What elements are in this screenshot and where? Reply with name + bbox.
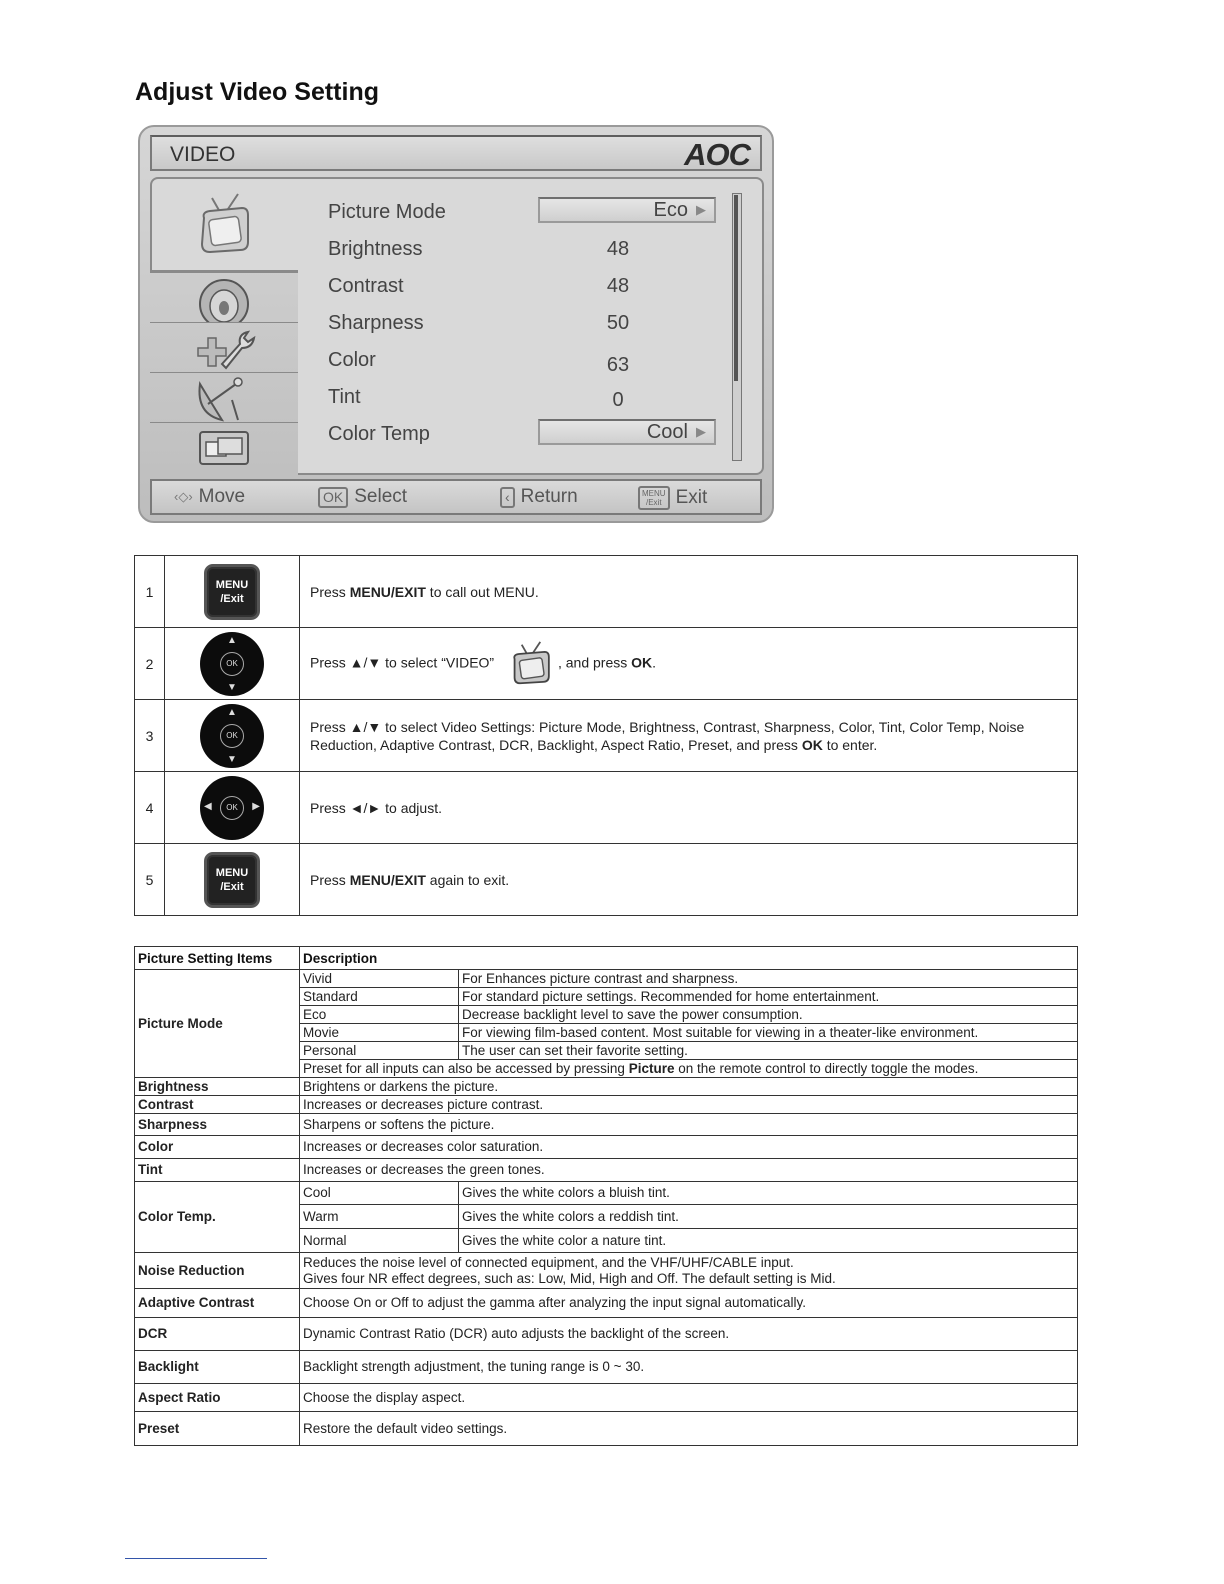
up-down-ok-pad-icon bbox=[200, 704, 264, 768]
menu-key-bottom: /Exit bbox=[220, 880, 244, 893]
hint-move bbox=[174, 486, 245, 508]
color-temp-selector[interactable] bbox=[538, 419, 716, 445]
arrow-down-icon: ▼ bbox=[227, 753, 237, 765]
table-row bbox=[135, 1289, 1078, 1318]
setting-description: Brightens or darkens the picture. bbox=[300, 1078, 1078, 1096]
step-icon-cell bbox=[165, 628, 300, 700]
hint-select-label: Select bbox=[354, 486, 408, 507]
aoc-logo: AOC bbox=[684, 137, 750, 172]
setting-description: For standard picture settings. Recommended for home entertainment. bbox=[459, 988, 1078, 1006]
setting-description: Decrease backlight level to save the power consumption. bbox=[459, 1006, 1078, 1024]
color-temp-value: Cool bbox=[646, 421, 688, 443]
step-row bbox=[135, 556, 1078, 628]
setting-description: Choose On or Off to adjust the gamma after analyzing the input signal automatically. bbox=[300, 1289, 1078, 1318]
setting-description: Choose the display aspect. bbox=[300, 1384, 1078, 1412]
step-icon-cell bbox=[165, 772, 300, 844]
wrench-icon bbox=[192, 326, 256, 370]
hint-return bbox=[500, 486, 578, 508]
setting-description: Restore the default video settings. bbox=[300, 1412, 1078, 1446]
osd-item-color-temp[interactable] bbox=[328, 423, 748, 453]
setting-description: Gives the white color a nature tint. bbox=[459, 1229, 1078, 1253]
menu-key-top: MENU bbox=[215, 578, 249, 591]
hint-select bbox=[318, 486, 407, 508]
footer-divider bbox=[125, 1558, 267, 1559]
step-description bbox=[300, 628, 1078, 700]
table-row bbox=[135, 1114, 1078, 1136]
step-text: to call out MENU. bbox=[425, 583, 539, 600]
setting-description: For Enhances picture contrast and sharpness. bbox=[459, 970, 1078, 988]
menu-key-bottom: /Exit bbox=[646, 498, 662, 507]
setting-description: Increases or decreases the green tones. bbox=[300, 1159, 1078, 1182]
osd-item-value: 50 bbox=[606, 312, 630, 334]
steps-table bbox=[134, 555, 1078, 916]
osd-header bbox=[150, 135, 762, 171]
setting-description: The user can set their favorite setting. bbox=[459, 1042, 1078, 1060]
arrow-right-icon: ▶ bbox=[696, 424, 706, 439]
setting-item: Contrast bbox=[135, 1096, 300, 1114]
picture-mode-selector[interactable] bbox=[538, 197, 716, 223]
osd-scrollbar[interactable] bbox=[732, 193, 742, 461]
step-number: 2 bbox=[135, 628, 165, 700]
step-key-name: MENU/EXIT bbox=[349, 871, 426, 888]
menu-exit-key-icon bbox=[638, 486, 670, 510]
step-key-name: OK bbox=[801, 736, 823, 753]
tab-video[interactable] bbox=[150, 177, 298, 272]
menu-key-top: MENU bbox=[642, 489, 666, 498]
osd-item-sharpness[interactable] bbox=[328, 312, 748, 342]
setting-item: Sharpness bbox=[135, 1114, 300, 1136]
step-row bbox=[135, 700, 1078, 772]
setting-description: Dynamic Contrast Ratio (DCR) auto adjusts the backlight of the screen. bbox=[300, 1318, 1078, 1351]
setting-option: Cool bbox=[300, 1182, 459, 1205]
step-text: Press bbox=[310, 871, 350, 888]
settings-table bbox=[134, 946, 1078, 1446]
osd-item-brightness[interactable] bbox=[328, 238, 748, 268]
setting-item: Color bbox=[135, 1136, 300, 1159]
step-text: Press ▲/▼ to select Video Settings: Picture Mode, Brightness, Contrast, Sharpness, Color, Tint, Color Temp, Noise Reduction, Adaptive Contrast, DCR, Backlight, Aspect Ratio, Preset, and press bbox=[310, 718, 1025, 753]
tab-setup[interactable] bbox=[150, 322, 298, 372]
osd-item-tint[interactable] bbox=[328, 386, 748, 416]
step-row bbox=[135, 628, 1078, 700]
step-text: Press bbox=[310, 583, 350, 600]
step-description bbox=[300, 772, 1078, 844]
description-line: Gives four NR effect degrees, such as: Low, Mid, High and Off. The default setting is Mid. bbox=[303, 1270, 836, 1286]
setting-description: Backlight strength adjustment, the tuning range is 0 ~ 30. bbox=[300, 1351, 1078, 1384]
step-row bbox=[135, 772, 1078, 844]
arrow-up-icon: ▲ bbox=[227, 634, 237, 646]
table-header-row bbox=[135, 947, 1078, 970]
step-number: 3 bbox=[135, 700, 165, 772]
pip-screen-icon bbox=[196, 428, 252, 468]
tv-icon bbox=[506, 639, 556, 689]
osd-item-value: 48 bbox=[606, 275, 630, 297]
satellite-dish-icon bbox=[192, 374, 256, 422]
osd-item-value: 0 bbox=[612, 389, 624, 411]
picture-mode-value: Eco bbox=[653, 199, 688, 221]
osd-item-picture-mode[interactable] bbox=[328, 201, 748, 231]
hint-move-label: Move bbox=[198, 486, 246, 507]
left-right-ok-pad-icon bbox=[200, 776, 264, 840]
setting-item: Tint bbox=[135, 1159, 300, 1182]
arrow-up-icon: ▲ bbox=[227, 706, 237, 718]
arrow-right-icon: ▶ bbox=[252, 800, 260, 812]
osd-item-value: 63 bbox=[606, 354, 630, 376]
osd-video-menu bbox=[138, 125, 774, 523]
step-text: . bbox=[652, 654, 657, 671]
menu-exit-button-icon bbox=[204, 852, 260, 908]
setting-option: Personal bbox=[300, 1042, 459, 1060]
speaker-icon bbox=[194, 274, 254, 322]
step-key-name: OK bbox=[631, 654, 653, 671]
column-header: Picture Setting Items bbox=[135, 947, 300, 970]
arrow-left-icon: ◀ bbox=[204, 800, 212, 812]
osd-item-contrast[interactable] bbox=[328, 275, 748, 305]
setting-description: Increases or decreases color saturation. bbox=[300, 1136, 1078, 1159]
osd-item-label: Sharpness bbox=[328, 312, 424, 334]
setting-item: Aspect Ratio bbox=[135, 1384, 300, 1412]
setting-option: Vivid bbox=[300, 970, 459, 988]
table-row bbox=[135, 1136, 1078, 1159]
page-title: Adjust Video Setting bbox=[135, 78, 379, 106]
table-row bbox=[135, 1096, 1078, 1114]
step-number: 1 bbox=[135, 556, 165, 628]
setting-item: Brightness bbox=[135, 1078, 300, 1096]
table-row bbox=[135, 1412, 1078, 1446]
note-key: Picture bbox=[628, 1060, 675, 1076]
setting-description: Sharpens or softens the picture. bbox=[300, 1114, 1078, 1136]
table-row bbox=[135, 1159, 1078, 1182]
setting-option: Normal bbox=[300, 1229, 459, 1253]
step-key-name: MENU/EXIT bbox=[349, 583, 426, 600]
osd-item-label: Contrast bbox=[328, 275, 404, 297]
setting-description: Gives the white colors a bluish tint. bbox=[459, 1182, 1078, 1205]
step-text: again to exit. bbox=[425, 871, 510, 888]
move-arrows-icon: ‹◇› bbox=[174, 489, 193, 504]
picture-mode-note bbox=[300, 1060, 1078, 1078]
arrow-right-icon: ▶ bbox=[696, 202, 706, 217]
osd-tabs bbox=[150, 177, 300, 477]
note-text: on the remote control to directly toggle the modes. bbox=[674, 1060, 979, 1076]
table-row bbox=[135, 1253, 1078, 1289]
menu-key-bottom: /Exit bbox=[220, 592, 244, 605]
setting-option: Eco bbox=[300, 1006, 459, 1024]
osd-item-label: Color bbox=[328, 349, 376, 371]
hint-exit-label: Exit bbox=[675, 487, 708, 508]
setting-item: DCR bbox=[135, 1318, 300, 1351]
step-text: , and press bbox=[557, 654, 632, 671]
table-row bbox=[135, 1182, 1078, 1205]
step-icon-cell bbox=[165, 556, 300, 628]
step-text: to enter. bbox=[822, 736, 878, 753]
step-text: Press ◄/► to adjust. bbox=[310, 799, 442, 816]
up-down-ok-pad-icon bbox=[200, 632, 264, 696]
osd-footer bbox=[150, 479, 762, 515]
osd-body bbox=[150, 177, 764, 477]
step-icon-cell bbox=[165, 844, 300, 916]
hint-exit bbox=[638, 486, 707, 510]
step-text: Press ▲/▼ to select “VIDEO” bbox=[310, 654, 495, 671]
table-row bbox=[135, 970, 1078, 988]
table-row bbox=[135, 1318, 1078, 1351]
osd-item-label: Color Temp bbox=[328, 423, 430, 445]
tab-pip[interactable] bbox=[150, 422, 298, 472]
setting-item: Color Temp. bbox=[135, 1182, 300, 1253]
table-row bbox=[135, 1351, 1078, 1384]
step-description bbox=[300, 556, 1078, 628]
hint-return-label: Return bbox=[520, 486, 578, 507]
setting-description: Gives the white colors a reddish tint. bbox=[459, 1205, 1078, 1229]
step-row bbox=[135, 844, 1078, 916]
setting-description: Increases or decreases picture contrast. bbox=[300, 1096, 1078, 1114]
setting-option: Standard bbox=[300, 988, 459, 1006]
table-row bbox=[135, 1384, 1078, 1412]
step-number: 4 bbox=[135, 772, 165, 844]
tab-channel[interactable] bbox=[150, 372, 298, 422]
tab-audio[interactable] bbox=[150, 272, 298, 322]
menu-key-top: MENU bbox=[215, 866, 249, 879]
step-description bbox=[300, 700, 1078, 772]
osd-caption: VIDEO bbox=[170, 143, 236, 166]
setting-description bbox=[300, 1253, 1078, 1289]
osd-item-value: 48 bbox=[606, 238, 630, 260]
ok-key-icon: OK bbox=[318, 487, 348, 508]
note-text: Preset for all inputs can also be accessed by pressing bbox=[303, 1060, 629, 1076]
osd-item-label: Picture Mode bbox=[328, 201, 446, 223]
menu-exit-button-icon bbox=[204, 564, 260, 620]
step-description bbox=[300, 844, 1078, 916]
setting-item: Adaptive Contrast bbox=[135, 1289, 300, 1318]
ok-key: OK bbox=[220, 724, 244, 748]
osd-item-color[interactable] bbox=[328, 349, 748, 379]
return-key-icon: ‹ bbox=[500, 487, 515, 508]
tv-icon bbox=[190, 190, 260, 260]
setting-item: Backlight bbox=[135, 1351, 300, 1384]
setting-item: Picture Mode bbox=[135, 970, 300, 1078]
setting-option: Movie bbox=[300, 1024, 459, 1042]
osd-item-label: Brightness bbox=[328, 238, 423, 260]
setting-item: Noise Reduction bbox=[135, 1253, 300, 1289]
setting-description: For viewing film-based content. Most suitable for viewing in a theater-like environment. bbox=[459, 1024, 1078, 1042]
step-number: 5 bbox=[135, 844, 165, 916]
step-icon-cell bbox=[165, 700, 300, 772]
osd-video-panel bbox=[298, 177, 764, 475]
column-header: Description bbox=[300, 947, 1078, 970]
ok-key: OK bbox=[220, 652, 244, 676]
setting-item: Preset bbox=[135, 1412, 300, 1446]
description-line: Reduces the noise level of connected equipment, and the VHF/UHF/CABLE input. bbox=[303, 1254, 794, 1270]
setting-option: Warm bbox=[300, 1205, 459, 1229]
arrow-down-icon: ▼ bbox=[227, 681, 237, 693]
scrollbar-thumb[interactable] bbox=[734, 195, 738, 381]
table-row bbox=[135, 1078, 1078, 1096]
ok-key: OK bbox=[220, 796, 244, 820]
osd-item-label: Tint bbox=[328, 386, 361, 408]
